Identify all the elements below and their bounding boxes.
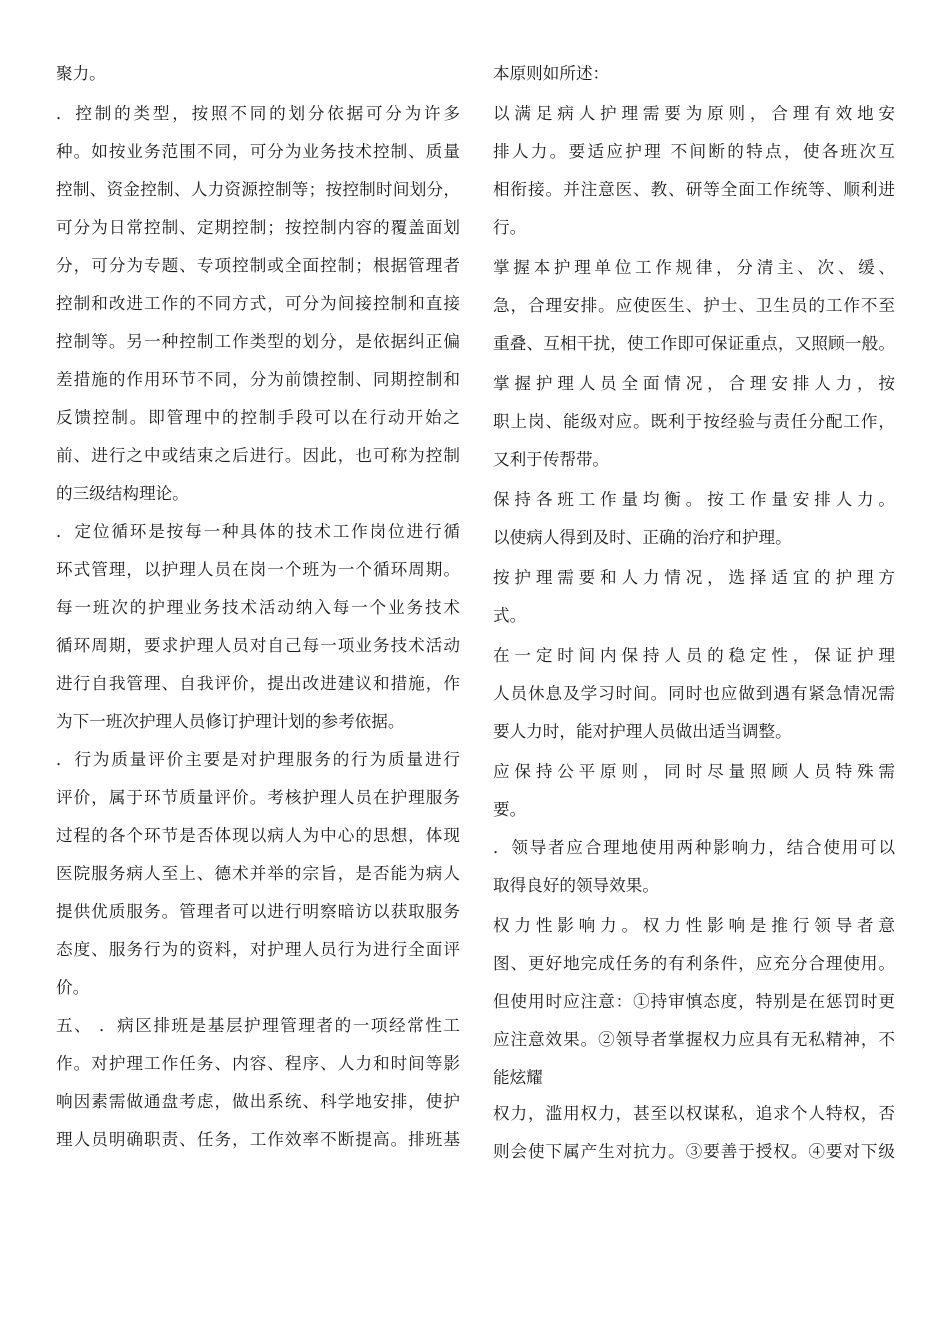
text-line: 响因素需做通盘考虑，做出系统、科学地安排，使护 [56,1092,460,1111]
text-line: 应注意效果。②领导者掌握权力应具有无私精神，不 [493,1030,895,1049]
text-line: 分，可分为专题、专项控制或全面控制；根据管理者 [56,256,460,275]
text-line: 本原则如所述： [493,64,610,83]
text-line: 差措施的作用环节不同，分为前馈控制、同期控制和 [56,370,460,389]
text-line: 作。对护理工作任务、内容、程序、人力和时间等影 [56,1054,460,1073]
text-line: 理人员明确职责、任务，工作效率不断提高。排班基 [56,1130,460,1149]
text-line: 掌握本护理单位工作规律，分清主、次、缓、 [493,258,895,277]
text-line: 控制、资金控制、人力资源控制等；按控制时间划分， [56,180,460,199]
text-line: 权力，滥用权力，甚至以权谋私，追求个人特权，否 [493,1104,895,1123]
text-line: 掌握护理人员全面情况，合理安排人力，按 [493,374,895,393]
text-line: 重叠、互相干扰，使工作即可保证重点，又照顾一般。 [493,334,895,353]
text-line: ．定位循环是按每一种具体的技术工作岗位进行循 [56,522,460,541]
text-line: 取得良好的领导效果。 [493,876,659,895]
text-line: ．领导者应合理地使用两种影响力，结合使用可以 [493,838,895,857]
text-line: 进行自我管理、自我评价，提出改进建议和措施，作 [56,674,460,693]
text-line: 前、进行之中或结束之后进行。因此，也可称为控制 [56,446,460,465]
text-line: 但使用时应注意：①持审慎态度，特别是在惩罚时更 [493,992,895,1011]
text-line: 保持各班工作量均衡。按工作量安排人力。 [493,490,895,509]
text-line: 能炫耀 [493,1068,543,1087]
text-line: 职上岗、能级对应。既利于按经验与责任分配工作， [493,412,895,431]
text-line: 过程的各个环节是否体现以病人为中心的思想，体现 [56,826,460,845]
text-line: 又利于传帮带。 [493,450,610,469]
text-line: 价。 [56,978,90,997]
text-line: 的三级结构理论。 [56,484,189,503]
text-line: 行。 [493,218,527,237]
text-line: 式。 [493,606,527,625]
text-line: 种。如按业务范围不同，可分为业务技术控制、质量 [56,142,460,161]
text-line: 要。 [493,800,527,819]
text-line: 人员休息及学习时间。同时也应做到遇有紧急情况需 [493,684,895,703]
text-line: 图、更好地完成任务的有利条件，应充分合理使用。 [493,954,895,973]
text-line: 五、 ．病区排班是基层护理管理者的一项经常性工 [56,1016,460,1035]
text-line: 相衔接。并注意医、教、研等全面工作统等、顺利进 [493,180,895,199]
text-line: 在一定时间内保持人员的稳定性，保证护理 [493,646,895,665]
text-line: 可分为日常控制、定期控制；按控制内容的覆盖面划 [56,218,460,237]
text-line: 急，合理安排。应使医生、护士、卫生员的工作不至 [493,296,895,315]
text-line: 医院服务病人至上、德术并举的宗旨，是否能为病人 [56,864,460,883]
text-line: 则会使下属产生对抗力。③要善于授权。④要对下级 [493,1142,895,1161]
text-line: 循环周期，要求护理人员对自己每一项业务技术活动 [56,636,460,655]
text-line: 为下一班次护理人员修订护理计划的参考依据。 [56,712,405,731]
text-line: 以满足病人护理需要为原则，合理有效地安 [493,104,895,123]
text-line: ．行为质量评价主要是对护理服务的行为质量进行 [56,750,460,769]
text-line: 应保持公平原则，同时尽量照顾人员特殊需 [493,762,895,781]
text-line: 态度、服务行为的资料，对护理人员行为进行全面评 [56,940,460,959]
text-line: 反馈控制。即管理中的控制手段可以在行动开始之 [56,408,460,427]
text-line: 控制和改进工作的不同方式，可分为间接控制和直接 [56,294,460,313]
text-line: 每一班次的护理业务技术活动纳入每一个业务技术 [56,598,460,617]
text-line: 排人力。要适应护理 不间断的特点，使各班次互 [493,142,895,161]
text-line: 以使病人得到及时、正确的治疗和护理。 [493,528,792,547]
text-line: 按护理需要和人力情况，选择适宜的护理方 [493,568,895,587]
text-line: 权力性影响力。权力性影响是推行领导者意 [493,916,895,935]
text-line: 提供优质服务。管理者可以进行明察暗访以获取服务 [56,902,460,921]
text-line: 环式管理，以护理人员在岗一个班为一个循环周期。 [56,560,460,579]
text-line: 控制等。另一种控制工作类型的划分，是依据纠正偏 [56,332,460,351]
text-line: 评价，属于环节质量评价。考核护理人员在护理服务 [56,788,460,807]
text-line: 聚力。 [56,64,106,83]
text-line: ．控制的类型，按照不同的划分依据可分为许多 [56,104,460,123]
text-line: 要人力时，能对护理人员做出适当调整。 [493,722,792,741]
